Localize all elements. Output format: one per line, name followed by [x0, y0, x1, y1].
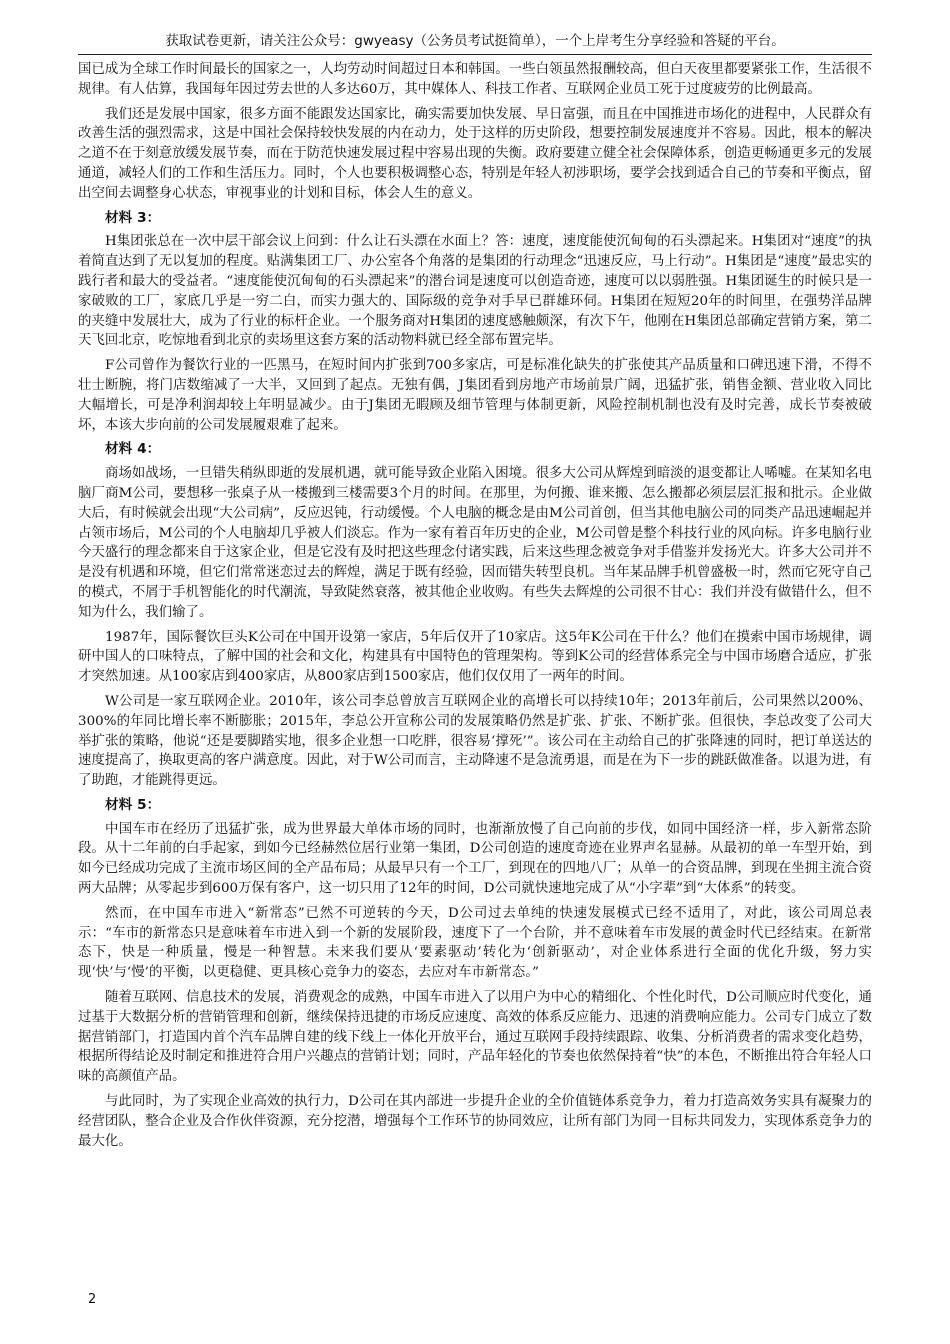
material-3-paragraph-1: H集团张总在一次中层干部会议上问到：什么让石头漂在水面上？答：速度，速度能使沉甸甸的石头漂起来。H集团对“速度”的执着简直达到了无以复加的程度。贴满集团工厂、办公室各个角落的是集团的行动理念“迅速反应，马上行动”。H集团是“速度”最忠实的践行者和最大的受益者。“速度能使沉甸甸的石头漂起来”的潜台词是速度可以创造奇迹，速度可以以弱胜强。H集团诞生的时候只是一家破败的工厂，家底几乎是一穷二白，而实力强大的、国际级的竞争对手早已群雄环伺。H集团在短短20年的时间里，在强势洋品牌的夹缝中发展壮大，成为了行业的标杆企业。一个服务商对H集团的速度感触颇深，有次下午，他刚在H集团总部确定营销方案，第二天飞回北京，吃惊地看到北京的卖场里这套方案的活动物料就已经全部布置完毕。 [78, 234, 872, 349]
material-5-paragraph-4: 与此同时，为了实现企业高效的执行力，D公司在其内部进一步提升企业的全价值链体系竞争力，着力打造高效务实具有凝聚力的经营团队，整合企业及合作伙伴资源，充分挖潜，增强每个工作环节的协同效应，让所有部门为同一目标共同发力，实现体系竞争力的最大化。 [78, 1094, 872, 1149]
document-body [78, 60, 872, 1156]
material-5-heading: 材料 5： [105, 796, 161, 813]
material-4-paragraph-1: 商场如战场，一旦错失稍纵即逝的发展机遇，就可能导致企业陷入困境。很多大公司从辉煌到暗淡的退变都让人唏嘘。在某知名电脑厂商M公司，要想移一张桌子从一楼搬到三楼需要3个月的时间。在那里，为何搬、谁来搬、怎么搬都必须层层汇报和批示。企业做大后，有时候就会出现“大公司病”，反应迟钝，行动缓慢。个人电脑的概念是由M公司首创，但当其他电脑公司的同类产品迅速崛起并占领市场后，M公司的个人电脑却几乎被人们淡忘。作为一家有着百年历史的企业，M公司曾是整个科技行业的风向标。许多电脑行业今天盛行的理念都来自于这家企业，但是它没有及时把这些理念付诸实践，后来这些理念被竞争对手借鉴并发扬光大。许多大公司并不是没有机遇和环境，但它们常常迷恋过去的辉煌，满足于既有经验，因而错失转型良机。当年某品牌手机曾盛极一时，然而它死守自己的模式，不屑于手机智能化的时代潮流，导致陡然衰落，被其他企业收购。有些失去辉煌的公司很不甘心：我们并没有做错什么，但不知为什么，我们输了。 [78, 466, 872, 620]
page-number: 2 [88, 1292, 97, 1307]
material-3-paragraph-2: F公司曾作为餐饮行业的一匹黑马，在短时间内扩张到700多家店，可是标准化缺失的扩张使其产品质量和口碑迅速下滑，不得不壮士断腕，将门店数缩减了一大半，又回到了起点。无独有偶，J集团看到房地产市场前景广阔，迅猛扩张，销售金额、营业收入同比大幅增长，可是净利润却较上年明显减少。由于J集团无暇顾及细节管理与体制更新，风险控制机制也没有及时完善，成长节奏被破坏，本该大步向前的公司发展履艰难了起来。 [78, 358, 872, 433]
material-5-paragraph-3: 随着互联网、信息技术的发展，消费观念的成熟，中国车市进入了以用户为中心的精细化、个性化时代，D公司顺应时代变化，通过基于大数据分析的营销管理和创新，继续保持迅捷的市场反应速度、高效的体系反应能力、迅速的消费响应能力。公司专门成立了数据营销部门，打造国内首个汽车品牌自建的线下线上一体化开放平台，通过互联网手段持续跟踪、收集、分析消费者的需求变化趋势，根据所得结论及时制定和推进符合用户兴趣点的营销计划；同时，产品年轻化的节奏也依然保持着“快”的本色，不断推出符合年轻人口味的高颜值产品。 [78, 990, 872, 1085]
material-4-paragraph-3: W公司是一家互联网企业。2010年，该公司李总曾放言互联网企业的高增长可以持续10年；2013年前后，公司果然以200%、300%的年同比增长率不断膨胀；2015年，李总公开宣称公司的发展策略仍然是扩张、扩张、不断扩张。但很快，李总改变了公司大举扩张的策略，他说“还是要脚踏实地，很多企业想一口吃胖，很容易‘撑死’”。该公司在主动给自己的扩张降速的同时，把订单送达的速度提高了，换取更高的客户满意度。因此，对于W公司而言，主动降速不是急流勇退，而是在为下一步的跳跃做准备。以退为进，有了助跑，才能跳得更远。 [78, 693, 872, 789]
material-4-heading: 材料 4： [105, 441, 161, 458]
page-header-notice: 获取试卷更新，请关注公众号：gwyeasy（公务员考试挺简单），一个上岸考生分享经验和答疑的平台。 [78, 32, 872, 55]
paragraph-intro-1: 国已成为全球工作时间最长的国家之一，人均劳动时间超过日本和韩国。一些白领虽然报酬较高，但白天夜里都要紧张工作，生活很不规律。有人估算，我国每年因过劳去世的人多达60万，其中媒体人、科技工作者、互联网企业员工死于过度疲劳的比例最高。 [78, 62, 872, 97]
material-5-paragraph-1: 中国车市在经历了迅猛扩张，成为世界最大单体市场的同时，也渐渐放慢了自己向前的步伐，如同中国经济一样，步入新常态阶段。从十二年前的白手起家，到如今已经赫然位居行业第一集团，D公司创造的速度奇迹在业界声名显赫。从最初的单一车型开始，到如今已经成功完成了主流市场区间的全产品布局；从最早只有一个工厂，到现在的四地八厂；从单一的合资品牌，到现在坐拥主流合资两大品牌；从零起步到600万保有客户，这一切只用了12年的时间，D公司就快速地完成了从“小字辈”到“大体系”的转变。 [78, 821, 872, 897]
material-3-heading: 材料 3： [105, 209, 161, 226]
material-4-paragraph-2: 1987年，国际餐饮巨头K公司在中国开设第一家店，5年后仅开了10家店。这5年K公司在干什么？他们在摸索中国市场规律，调研中国人的口味特点，了解中国的社会和文化，构建具有中国特色的管理架构。等到K公司的经营体系完全与中国市场磨合适应，扩张才突然加速。从100家店到400家店，从800家店到1500家店，他们仅仅用了一两年的时间。 [78, 629, 872, 685]
paragraph-intro-2: 我们还是发展中国家，很多方面不能跟发达国家比，确实需要加快发展、早日富强，而且在中国推进市场化的进程中，人民群众有改善生活的强烈需求，这是中国社会保持较快发展的内在动力，处于这样的历史阶段，想要控制发展速度并不容易。因此，根本的解决之道不在于刻意放缓发展节奏，而在于防范快速发展过程中容易出现的失衡。政府要建立健全社会保障体系，创造更畅通更多元的发展通道，减轻人们的工作和生活压力。同时，个人也要积极调整心态，特别是年轻人初涉职场，要学会找到适合自己的节奏和平衡点，留出空间去调整身心状态，审视事业的计划和目标，体会人生的意义。 [78, 106, 872, 201]
material-5-paragraph-2: 然而，在中国车市进入“新常态”已然不可逆转的今天，D公司过去单纯的快速发展模式已经不适用了，对此，该公司周总表示：“车市的新常态只是意味着车市进入到一个新的发展阶段，速度下了一个台阶，并不意味着车市发展的黄金时代已经结束。在新常态下，快是一种质量，慢是一种智慧。未来我们要从‘要素驱动’转化为‘创新驱动’，对企业体系进行全面的优化升级，努力实现‘快’与‘慢’的平衡，以更稳健、更具核心竞争力的姿态，去应对车市新常态。” [78, 905, 872, 981]
